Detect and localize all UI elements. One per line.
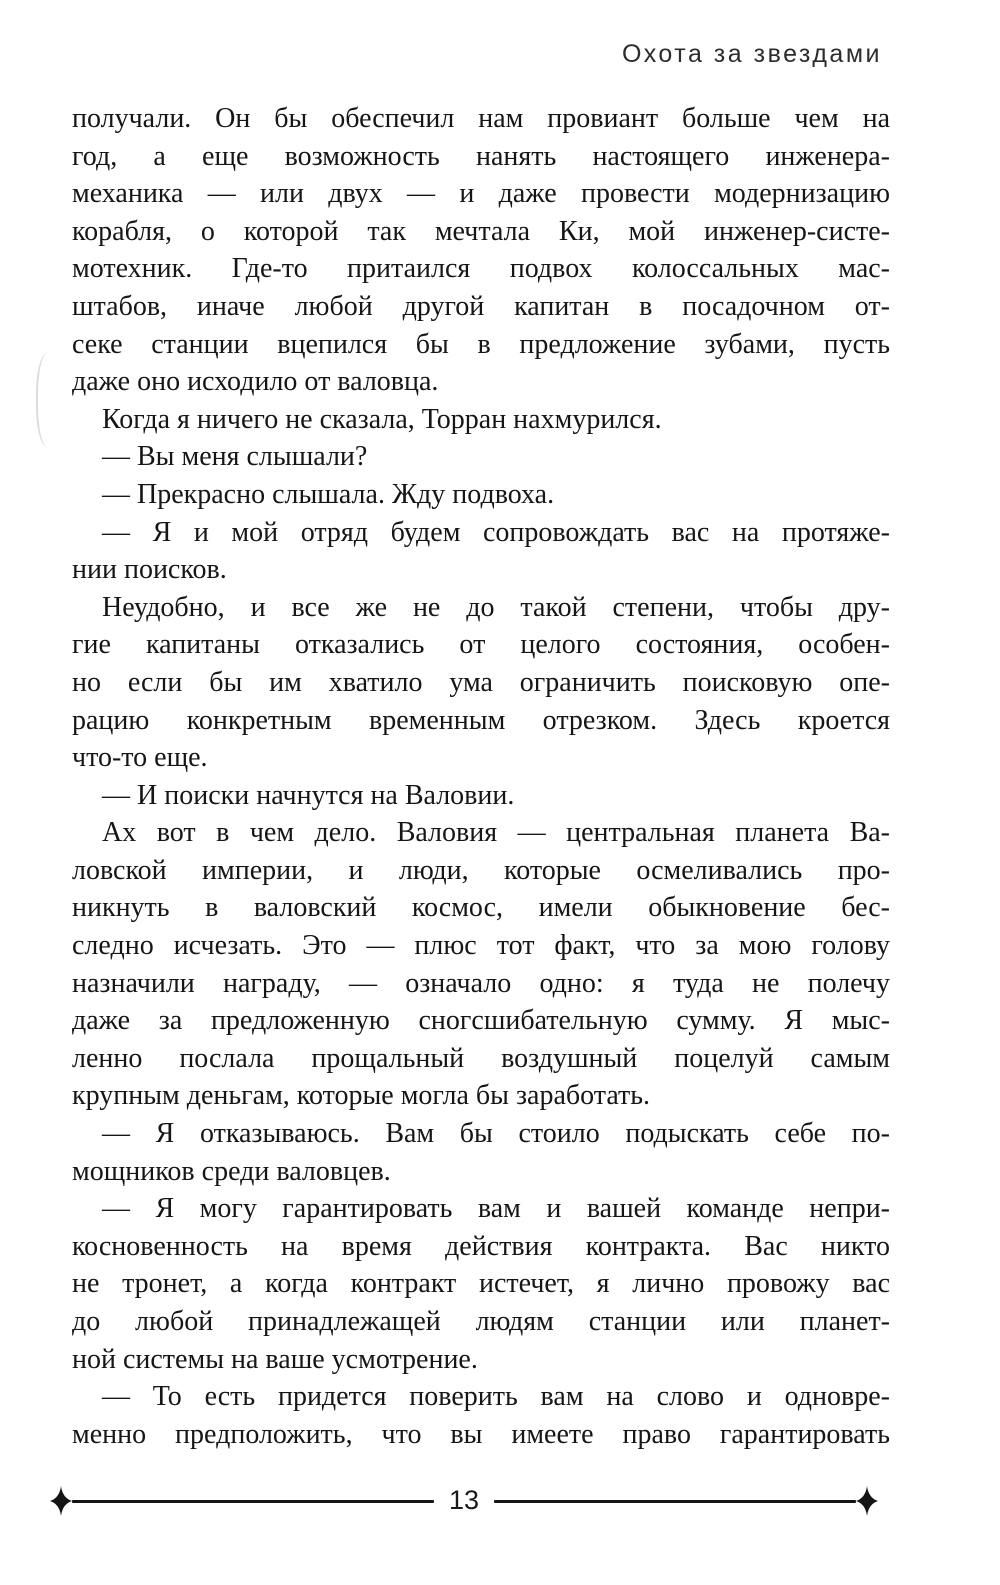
text-line: ленно послала прощальный воздушный поцелуй самым	[72, 1042, 890, 1074]
text-line: мощников среди валовцев.	[72, 1155, 391, 1187]
text-line: — Я и мой отряд будем сопровождать вас на протяже-	[102, 516, 890, 548]
page-number: 13	[448, 1484, 480, 1515]
text-line: Неудобно, и все же не до такой степени, чтобы дру-	[102, 591, 890, 623]
star-ornament-left	[50, 1486, 72, 1516]
paragraph	[72, 777, 890, 815]
text-line: назначили награду, — означало одно: я туда не полечу	[72, 967, 890, 999]
body-text	[72, 100, 890, 1453]
footer-rule-left	[72, 1500, 434, 1503]
paragraph	[72, 1115, 890, 1190]
text-line: — Я могу гарантировать вам и вашей команде непри-	[102, 1193, 890, 1225]
running-header-title: Охота за звездами	[622, 40, 882, 68]
text-line: — И поиски начнутся на Валовии.	[102, 779, 515, 811]
text-line: — То есть придется поверить вам на слово и одновре-	[102, 1381, 890, 1413]
text-line: ловской империи, и люди, которые осмеливались про-	[72, 854, 890, 886]
footer-rule-right	[494, 1500, 856, 1503]
text-line: Когда я ничего не сказала, Торран нахмурился.	[102, 403, 662, 435]
paragraph	[72, 100, 890, 401]
paragraph	[72, 1190, 890, 1378]
text-line: до любой принадлежащей людям станции или планет-	[72, 1306, 890, 1337]
text-line: но если бы им хватило ума ограничить поисковую опе-	[72, 666, 890, 698]
paragraph	[72, 589, 890, 777]
text-line: — Прекрасно слышала. Жду подвоха.	[102, 478, 555, 510]
star-ornament-right	[856, 1486, 878, 1516]
paragraph	[72, 514, 890, 589]
text-line: ной системы на ваше усмотрение.	[72, 1343, 478, 1375]
text-line: крупным деньгам, которые могла бы заработать.	[72, 1080, 651, 1112]
text-line: менно предположить, что вы имеете право гарантировать	[72, 1418, 890, 1450]
text-line: — Я отказываюсь. Вам бы стоило подыскать себе по-	[102, 1118, 890, 1150]
text-line: год, а еще возможность нанять настоящего инженера-	[72, 140, 890, 172]
paragraph	[72, 401, 890, 439]
paragraph	[72, 1378, 890, 1453]
paragraph	[72, 438, 890, 476]
text-line: гие капитаны отказались от целого состояния, особен-	[72, 629, 890, 661]
text-line: мотехник. Где-то притаился подвох колоссальных мас-	[72, 253, 890, 285]
text-line: косновенность на время действия контракта. Вас никто	[72, 1230, 890, 1262]
paragraph	[72, 476, 890, 514]
text-line: — Вы меня слышали?	[102, 441, 368, 473]
text-line: штабов, иначе любой другой капитан в посадочном от-	[72, 290, 890, 322]
text-line: никнуть в валовский космос, имели обыкновение бес-	[72, 892, 890, 924]
text-line: даже за предложенную сногсшибательную сумму. Я мыс-	[72, 1005, 890, 1037]
page-footer	[50, 1486, 878, 1516]
text-line: механика — или двух — и даже провести модернизацию	[72, 178, 890, 210]
text-line: Ах вот в чем дело. Валовия — центральная планета Ва-	[102, 817, 890, 849]
text-line: что-то еще.	[72, 742, 208, 774]
text-line: даже оно исходило от валовца.	[72, 366, 439, 398]
text-line: секе станции вцепился бы в предложение зубами, пусть	[72, 328, 890, 360]
text-line: корабля, о которой так мечтала Ки, мой инженер-систе-	[72, 215, 890, 247]
text-line: следно исчезать. Это — плюс тот факт, что за мою голову	[72, 930, 890, 962]
text-line: нии поисков.	[72, 554, 227, 586]
text-line: не тронет, а когда контракт истечет, я лично провожу вас	[72, 1268, 890, 1300]
text-line: получали. Он бы обеспечил нам провиант больше чем на	[72, 103, 890, 134]
paragraph	[72, 814, 890, 1115]
scan-artifact	[36, 352, 50, 448]
text-line: рацию конкретным временным отрезком. Здесь кроется	[72, 704, 890, 736]
